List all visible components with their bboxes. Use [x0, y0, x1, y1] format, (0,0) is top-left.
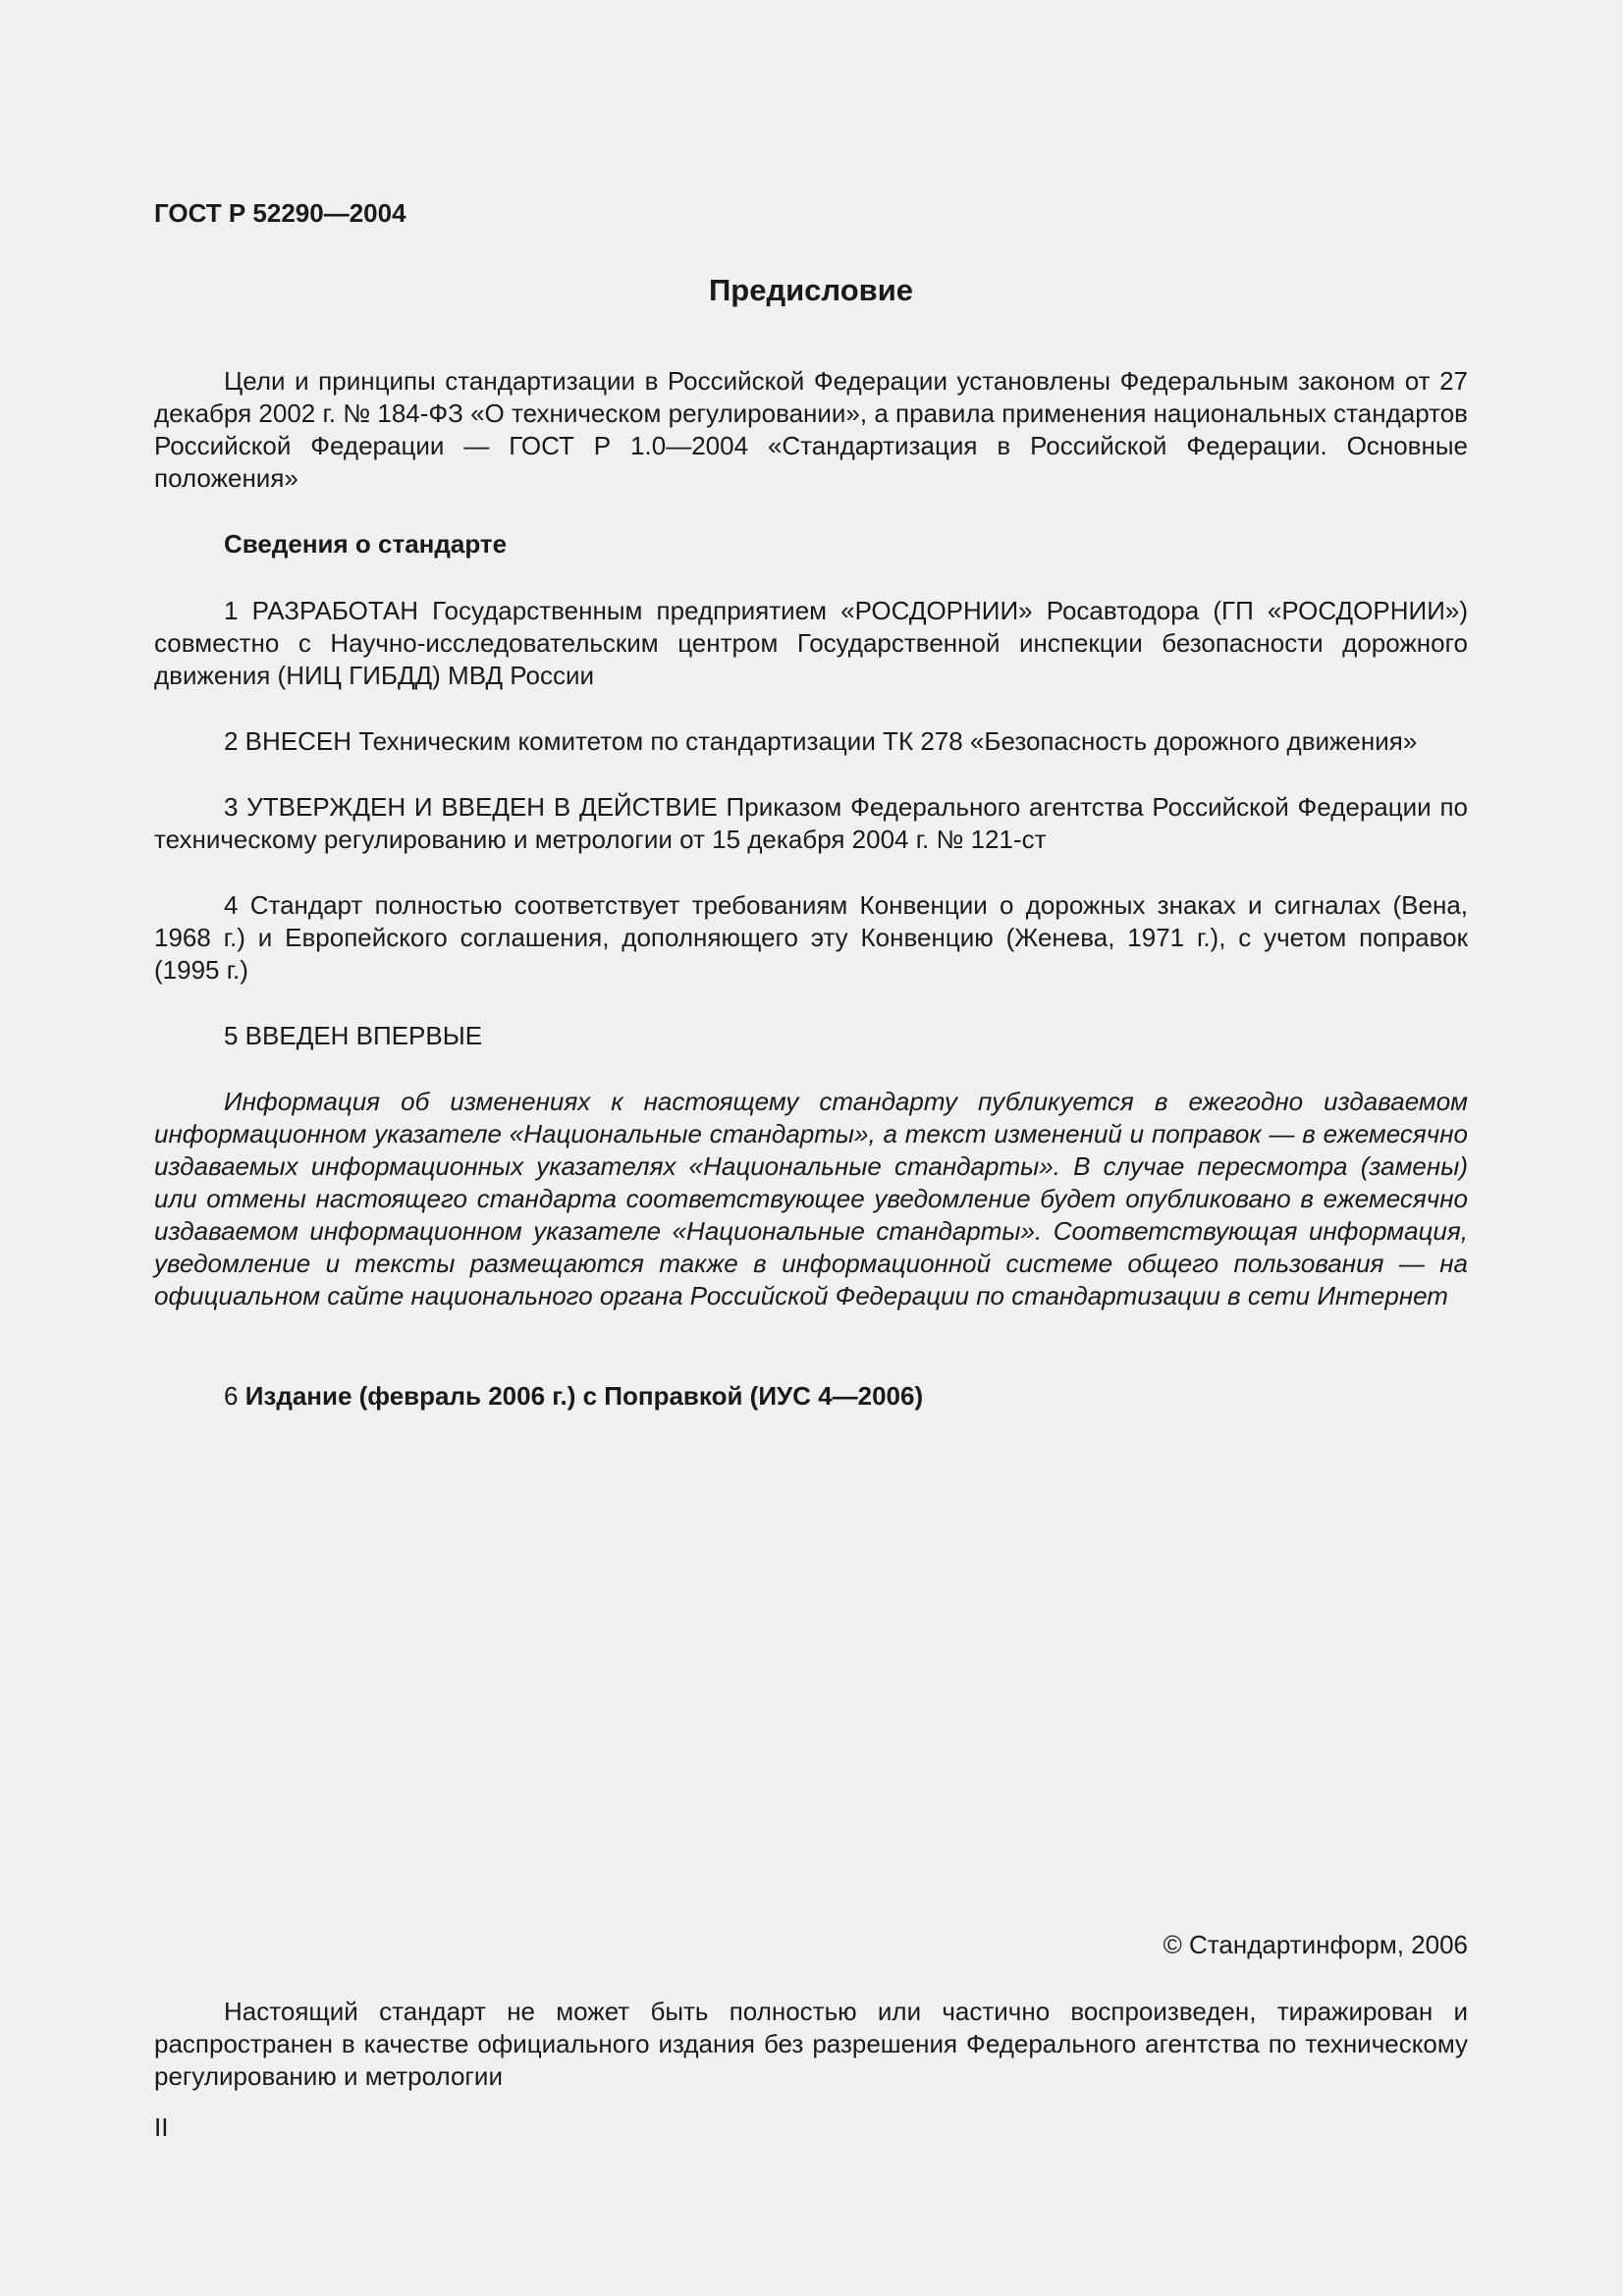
standard-info-heading-text: Сведения о стандарте [224, 529, 508, 559]
info-item-6-number: 6 [224, 1381, 239, 1411]
intro-paragraph [154, 365, 1468, 495]
info-item-3-text: 3 УТВЕРЖДЕН И ВВЕДЕН В ДЕЙСТВИЕ Приказом Федерального агентства Российской Федерации по техническому регулированию и метрологии от 15 декабря 2004 г. № 121-ст [154, 792, 1468, 854]
standard-code: ГОСТ Р 52290—2004 [154, 198, 406, 228]
intro-text: Цели и принципы стандартизации в Российской Федерации установлены Федеральным законом от 27 декабря 2002 г. № 184-ФЗ «О техническом регулировании», а правила применения национальных стандартов Российской Федерации — ГОСТ Р 1.0—2004 «Стандартизация в Российской Федерации. Основные положения» [154, 366, 1468, 493]
info-item-1-text: 1 РАЗРАБОТАН Государственным предприятием «РОСДОРНИИ» Росавтодора (ГП «РОСДОРНИИ») совместно с Научно-исследовательским центром Государственной инспекции безопасности дорожного движения (НИЦ ГИБДД) МВД России [154, 596, 1468, 690]
info-item-6-text: Издание (февраль 2006 г.) с Поправкой (ИУС 4—2006) [244, 1381, 924, 1411]
standard-info-heading [154, 528, 1468, 561]
info-item-4-text: 4 Стандарт полностью соответствует требованиям Конвенции о дорожных знаках и сигналах (Вена, 1968 г.) и Европейского соглашения, дополняющего эту Конвенцию (Женева, 1971 г.), с учетом поправок (1995 г.) [154, 890, 1468, 985]
copyright: © Стандартинформ, 2006 [1163, 1930, 1468, 1959]
info-note-text: Информация об изменениях к настоящему стандарту публикуется в ежегодно издаваемом информационном указателе «Национальные стандарты», а текст изменений и поправок — в ежемесячно издаваемых информационных указателях «Национальные стандарты». В случае пересмотра (замены) или отмены настоящего стандарта соответствующее уведомление будет опубликовано в ежемесячно издаваемом информационном указателе «Национальные стандарты». Соответствующая информация, уведомление и тексты размещаются также в информационной системе общего пользования — на официальном сайте национального органа Российской Федерации по стандартизации в сети Интернет [154, 1087, 1468, 1310]
page-number: II [154, 2112, 169, 2142]
info-item-2-text: 2 ВНЕСЕН Техническим комитетом по стандартизации ТК 278 «Безопасность дорожного движения» [224, 726, 1418, 756]
page-title: Предисловие [708, 273, 913, 307]
info-item-5 [154, 1020, 1468, 1052]
info-item-1 [154, 595, 1468, 692]
info-item-2 [154, 725, 1468, 758]
info-item-3 [154, 791, 1468, 856]
info-item-5-text: 5 ВВЕДЕН ВПЕРВЫЕ [224, 1021, 483, 1050]
info-note [154, 1086, 1468, 1312]
info-item-6 [154, 1380, 1468, 1413]
info-item-4 [154, 889, 1468, 987]
reproduction-notice-text: Настоящий стандарт не может быть полностью или частично воспроизведен, тиражирован и распространен в качестве официального издания без разрешения Федерального агентства по техническому регулированию и метрологии [154, 1997, 1468, 2091]
reproduction-notice [154, 1996, 1468, 2093]
